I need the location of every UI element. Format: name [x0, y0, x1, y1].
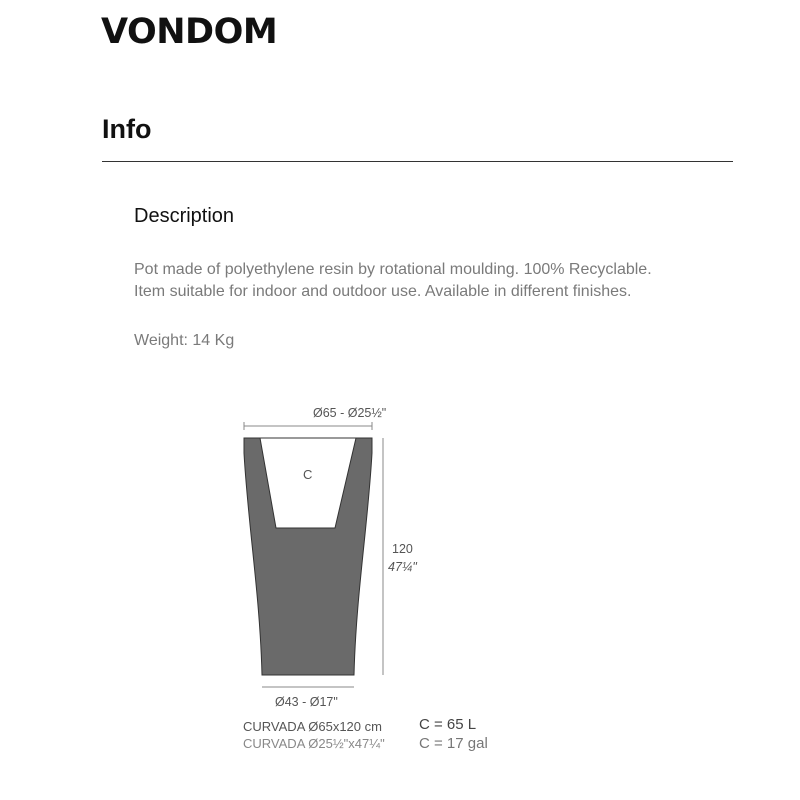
title-divider: [102, 161, 733, 162]
pot-dimension-drawing: [230, 395, 510, 765]
spec-name-in: CURVADA Ø25½"x47¼": [243, 736, 385, 751]
capacity-gallons: C = 17 gal: [419, 735, 488, 752]
weight-text: Weight: 14 Kg: [134, 332, 235, 349]
description-line-1: Pot made of polyethylene resin by rotational moulding. 100% Recyclable.: [134, 261, 652, 278]
height-cm-label: 120: [392, 542, 413, 556]
spec-name-cm: CURVADA Ø65x120 cm: [243, 719, 382, 734]
description-heading: Description: [134, 205, 235, 227]
height-in-label: 47¼": [388, 560, 417, 574]
description-text: [134, 259, 754, 303]
page-title: Info: [102, 114, 152, 144]
brand-logo[interactable]: VONDOM: [101, 12, 278, 52]
bottom-diameter-label: Ø43 - Ø17": [275, 695, 338, 709]
top-diameter-label: Ø65 - Ø25½": [313, 406, 387, 420]
capacity-liters: C = 65 L: [419, 716, 477, 733]
capacity-marker: C: [303, 467, 313, 482]
description-line-2: Item suitable for indoor and outdoor use. Available in different finishes.: [134, 283, 632, 300]
